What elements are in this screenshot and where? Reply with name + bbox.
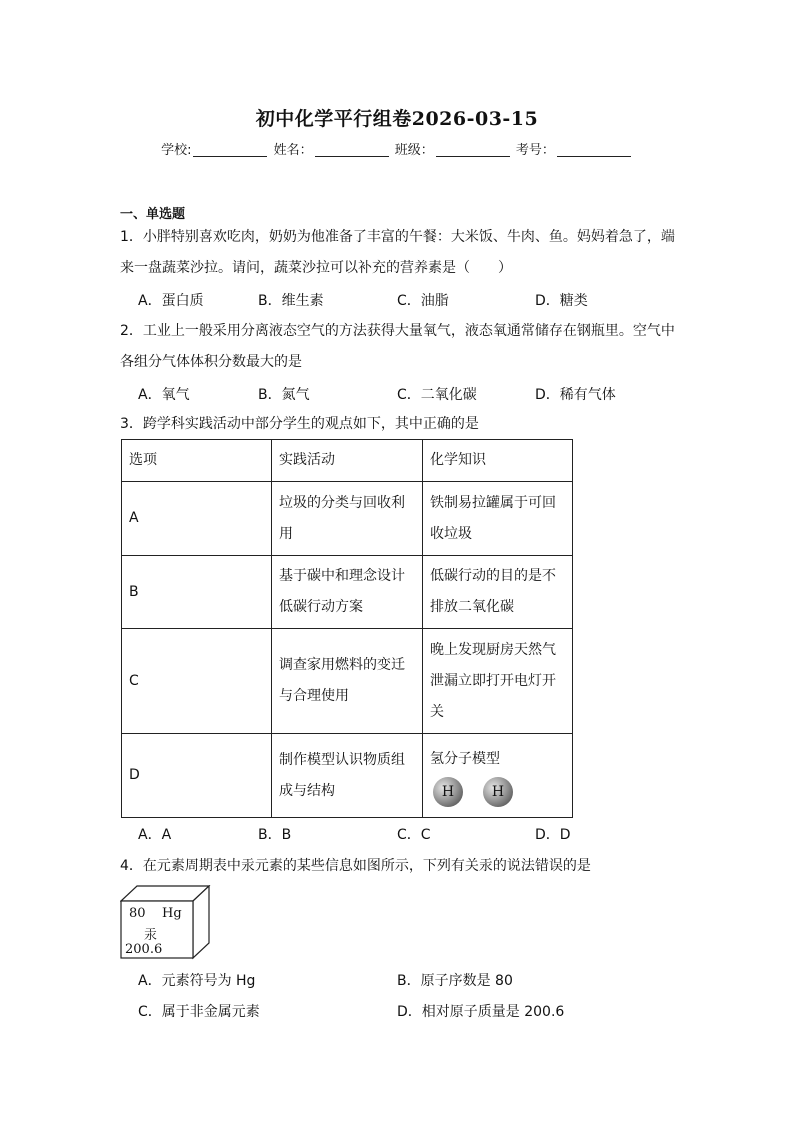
q1-option-d[interactable]: D．糖类: [535, 293, 588, 309]
cell-line: 调查家用燃料的变迁: [279, 657, 405, 673]
cell-line: 基于碳中和理念设计: [279, 568, 405, 584]
hydrogen-atom-icon: H: [483, 777, 513, 807]
element-atomic-mass: 200.6: [125, 942, 163, 957]
question-2-line-2: 各组分气体体积分数最大的是: [120, 354, 302, 370]
table-cell-option: D: [122, 734, 272, 818]
q1-option-a[interactable]: A．蛋白质: [138, 293, 204, 309]
school-blank: [193, 142, 267, 157]
name-label: 姓名：: [273, 143, 313, 158]
class-label: 班级：: [394, 143, 434, 158]
table-row: [122, 556, 573, 629]
student-info-line: [0, 139, 794, 158]
cell-line: 收垃圾: [430, 525, 472, 542]
question-1: [120, 222, 680, 284]
cell-line: 制作模型认识物质组: [279, 751, 405, 768]
question-4-options-row-2: [138, 1001, 698, 1025]
cell-line: 关: [430, 703, 444, 720]
table-cell-activity: [272, 556, 423, 629]
question-2-options: [138, 384, 698, 408]
class-blank: [436, 142, 510, 157]
table-cell-activity: [272, 629, 423, 734]
number-blank: [557, 142, 631, 157]
element-symbol: Hg: [162, 906, 182, 921]
school-label: 学校:: [161, 143, 192, 158]
name-blank: [315, 142, 389, 157]
q1-option-c[interactable]: C．油脂: [397, 293, 449, 309]
table-header-row: [122, 440, 573, 482]
cell-line: 铁制易拉罐属于可回: [430, 494, 556, 511]
question-2-line-1: 2．工业上一般采用分离液态空气的方法获得大量氧气，液态氧通常储存在钢瓶里。空气中: [120, 323, 675, 339]
table-cell-option: A: [122, 482, 272, 556]
question-4-options-row-1: [138, 970, 698, 994]
table-cell-knowledge: [423, 629, 573, 734]
question-1-options: [138, 290, 698, 314]
table-row: [122, 482, 573, 556]
hydrogen-atom-icon: H: [433, 777, 463, 807]
table-header-knowledge: 化学知识: [423, 440, 573, 482]
cell-line: 用: [279, 525, 293, 542]
element-card-mercury: [120, 885, 212, 965]
table-cell-option: C: [122, 629, 272, 734]
q3-option-b[interactable]: B．B: [258, 827, 292, 843]
table-cell-knowledge: [423, 734, 573, 818]
q2-option-b[interactable]: B．氮气: [258, 387, 310, 403]
hydrogen-molecule-model: [430, 777, 565, 807]
table-row: [122, 629, 573, 734]
cell-line: 成与结构: [279, 782, 335, 799]
question-4-stem: 4．在元素周期表中汞元素的某些信息如图所示，下列有关汞的说法错误的是: [120, 858, 591, 874]
cell-line: 垃圾的分类与回收利: [279, 494, 405, 511]
question-2: [120, 316, 680, 378]
element-name: 汞: [144, 928, 158, 943]
table-row: [122, 734, 573, 818]
question-1-line-2: 来一盘蔬菜沙拉。请问，蔬菜沙拉可以补充的营养素是（ ）: [120, 260, 512, 276]
element-atomic-number: 80: [129, 906, 146, 921]
q3-option-c[interactable]: C．C: [397, 827, 431, 843]
cell-line: 晚上发现厨房天然气: [430, 641, 556, 658]
question-3: [120, 409, 680, 440]
q4-option-a[interactable]: A．元素符号为 Hg: [138, 973, 256, 989]
q2-option-c[interactable]: C．二氧化碳: [397, 387, 477, 403]
table-header-activity: 实践活动: [272, 440, 423, 482]
question-3-options: [138, 824, 698, 848]
q3-option-d[interactable]: D．D: [535, 827, 571, 843]
number-label: 考号：: [515, 143, 555, 158]
table-cell-option: B: [122, 556, 272, 629]
q4-option-b[interactable]: B．原子序数是 80: [397, 973, 513, 989]
table-cell-knowledge: [423, 482, 573, 556]
cell-line: 低碳行动方案: [279, 599, 363, 615]
q3-option-a[interactable]: A．A: [138, 827, 172, 843]
page-title: 初中化学平行组卷2026-03-15: [255, 108, 539, 130]
question-3-table: [121, 439, 573, 818]
section-title: 一、单选题: [120, 207, 186, 222]
q1-option-b[interactable]: B．维生素: [258, 293, 324, 309]
cell-line: 排放二氧化碳: [430, 599, 514, 615]
q4-option-d[interactable]: D．相对原子质量是 200.6: [397, 1004, 565, 1020]
cell-line: 低碳行动的目的是不: [430, 568, 556, 584]
q2-option-d[interactable]: D．稀有气体: [535, 387, 616, 403]
table-cell-activity: [272, 482, 423, 556]
question-4: [120, 851, 680, 882]
table-cell-knowledge: [423, 556, 573, 629]
q2-option-a[interactable]: A．氧气: [138, 387, 190, 403]
question-1-line-1: 1．小胖特别喜欢吃肉，奶奶为他准备了丰富的午餐：大米饭、牛肉、鱼。妈妈着急了，端: [120, 229, 675, 245]
table-cell-activity: [272, 734, 423, 818]
q4-option-c[interactable]: C．属于非金属元素: [138, 1004, 260, 1020]
table-header-option: 选项: [122, 440, 272, 482]
cell-line: 与合理使用: [279, 688, 349, 704]
question-3-stem: 3．跨学科实践活动中部分学生的观点如下，其中正确的是: [120, 416, 479, 432]
cell-line: 氢分子模型: [430, 751, 500, 767]
cell-line: 泄漏立即打开电灯开: [430, 672, 556, 689]
